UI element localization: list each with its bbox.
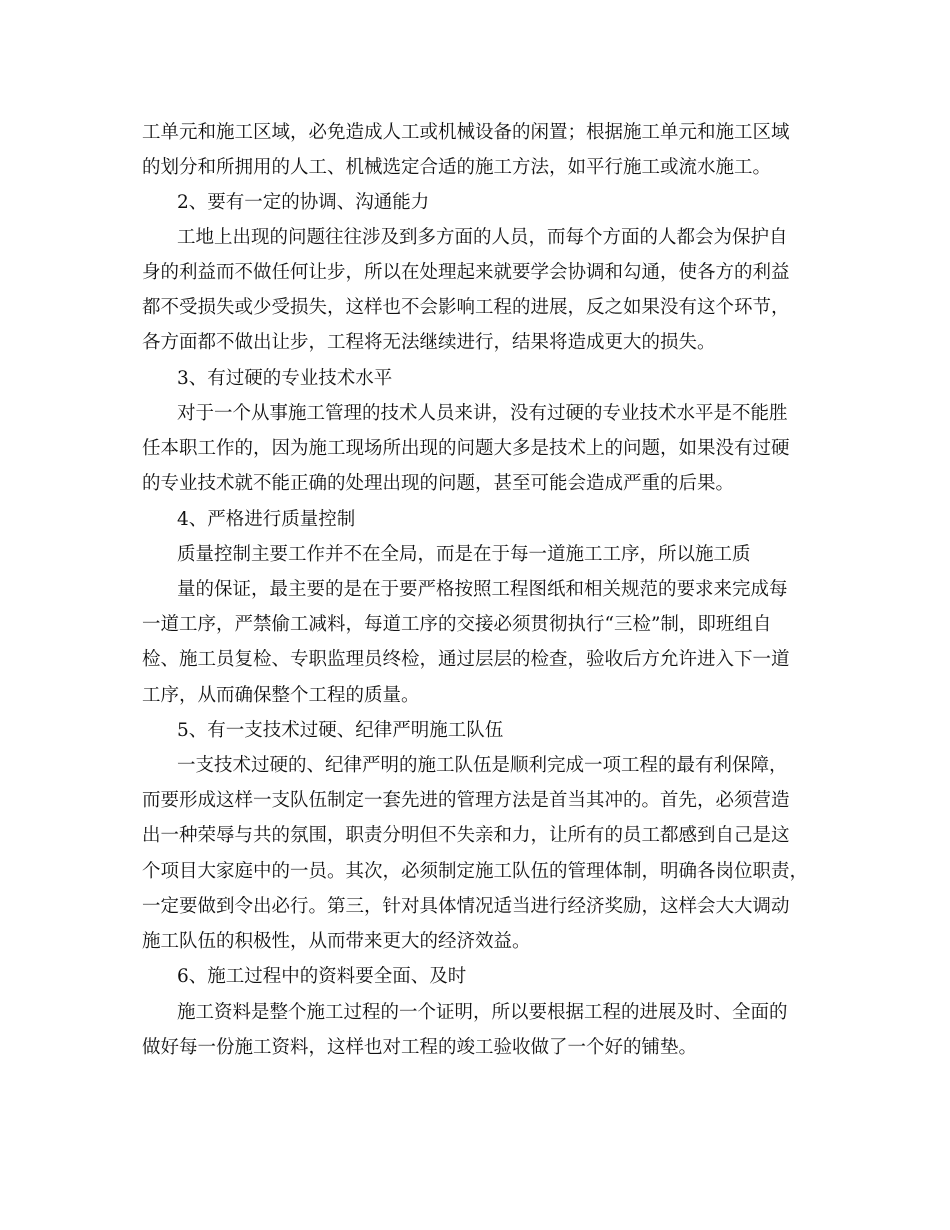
text-line: 个项目大家庭中的一员。其次，必须制定施工队伍的管理体制，明确各岗位职责， — [142, 861, 809, 882]
text-line: 一道工序，严禁偷工减料，每道工序的交接必须贯彻执行“三检”制，即班组自 — [142, 614, 772, 635]
section-heading: 6、施工过程中的资料要全面、及时 — [177, 966, 467, 987]
text-line: 一支技术过硬的、纪律严明的施工队伍是顺利完成一项工程的最有利保障， — [177, 755, 788, 776]
section-heading: 5、有一支技术过硬、纪律严明施工队伍 — [177, 720, 504, 741]
text-line: 工单元和施工区域，必免造成人工或机械设备的闲置；根据施工单元和施工区域 — [142, 122, 790, 143]
section-heading: 4、严格进行质量控制 — [177, 509, 356, 530]
text-line: 工地上出现的问题往往涉及到多方面的人员，而每个方面的人都会为保护自 — [177, 227, 788, 248]
text-line: 身的利益而不做任何让步，所以在处理起来就要学会协调和勾通，使各方的利益 — [142, 262, 790, 283]
text-line: 对于一个从事施工管理的技术人员来讲，没有过硬的专业技术水平是不能胜 — [177, 403, 788, 424]
text-line: 的专业技术就不能正确的处理出现的问题，甚至可能会造成严重的后果。 — [142, 473, 735, 494]
text-line: 施工队伍的积极性，从而带来更大的经济效益。 — [142, 931, 531, 952]
text-line: 工序，从而确保整个工程的质量。 — [142, 685, 420, 706]
text-line: 质量控制主要工作并不在全局，而是在于每一道施工工序，所以施工质 — [177, 544, 751, 565]
text-line: 检、施工员复检、专职监理员终检，通过层层的检查，验收后方允许进入下一道 — [142, 649, 790, 670]
text-line: 出一种荣辱与共的氛围，职责分明但不失亲和力，让所有的员工都感到自己是这 — [142, 825, 790, 846]
text-line: 而要形成这样一支队伍制定一套先进的管理方法是首当其冲的。首先，必须营造 — [142, 790, 790, 811]
section-heading: 2、要有一定的协调、沟通能力 — [177, 192, 430, 213]
section-heading: 3、有过硬的专业技术水平 — [177, 368, 393, 389]
text-line: 一定要做到令出必行。第三，针对具体情况适当进行经济奖励，这样会大大调动 — [142, 896, 790, 917]
text-line: 任本职工作的，因为施工现场所出现的问题大多是技术上的问题，如果没有过硬 — [142, 438, 790, 459]
text-line: 量的保证，最主要的是在于要严格按照工程图纸和相关规范的要求来完成每 — [177, 579, 788, 600]
text-line: 施工资料是整个施工过程的一个证明，所以要根据工程的进展及时、全面的 — [177, 1002, 788, 1023]
text-line: 都不受损失或少受损失，这样也不会影响工程的进展，反之如果没有这个环节， — [142, 297, 790, 318]
text-line: 的划分和所拥用的人工、机械选定合适的施工方法，如平行施工或流水施工。 — [142, 157, 772, 178]
text-line: 各方面都不做出让步，工程将无法继续进行，结果将造成更大的损失。 — [142, 332, 716, 353]
text-line: 做好每一份施工资料，这样也对工程的竣工验收做了一个好的铺垫。 — [142, 1037, 698, 1058]
